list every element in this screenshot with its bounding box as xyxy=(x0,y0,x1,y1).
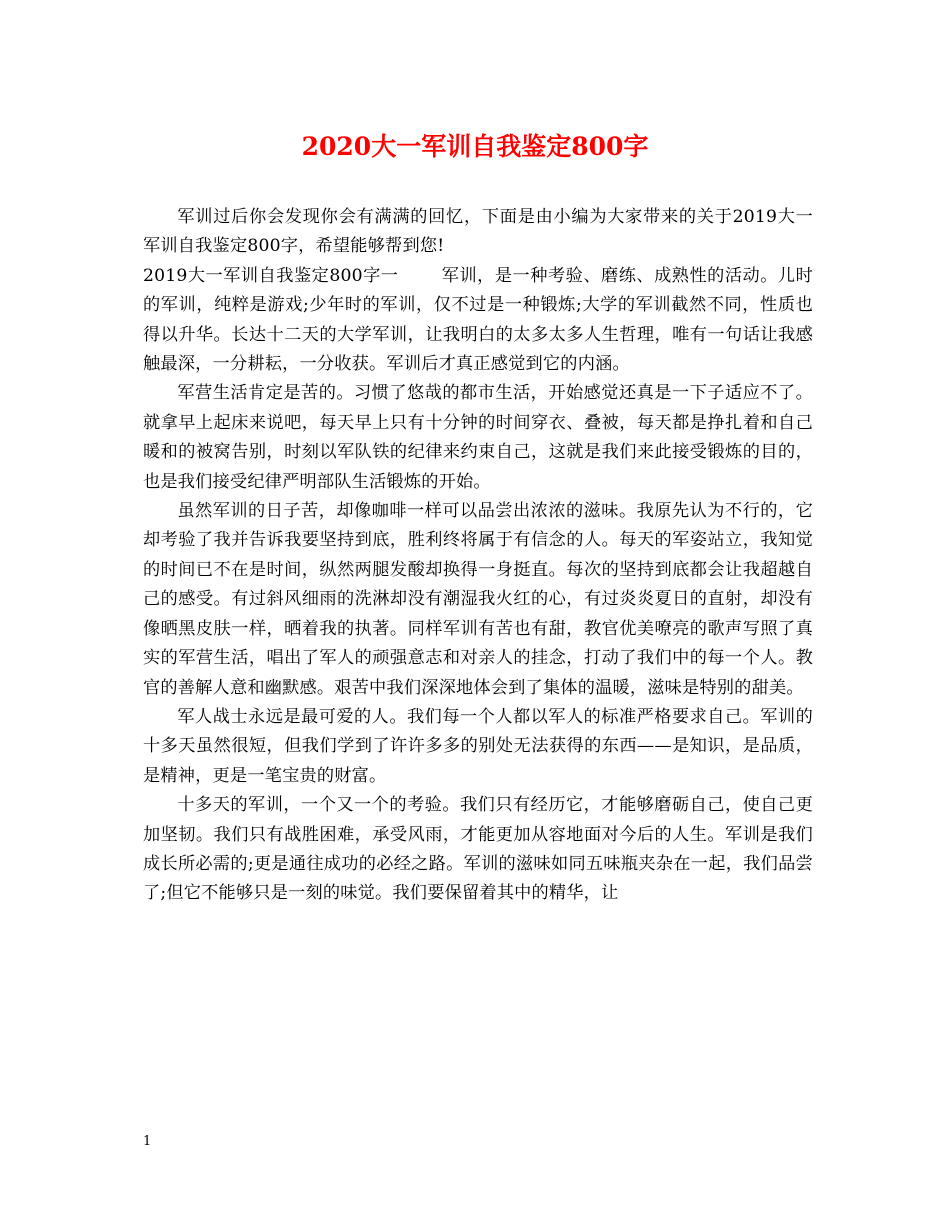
document-body xyxy=(143,203,813,909)
body-paragraph: 十多天的军训，一个又一个的考验。我们只有经历它，才能够磨砺自己，使自己更加坚韧。我们只有战胜困难，承受风雨，才能更加从容地面对今后的人生。军训是我们成长所必需的;更是通往成功的必经之路。军训的滋味如同五味瓶夹杂在一起，我们品尝了;但它不能够只是一刻的味觉。我们要保留着其中的精华，让 xyxy=(143,795,813,904)
section-first-text: 军训，是一种考验、磨练、成熟性的活动。儿时的军训，纯粹是游戏;少年时的军训，仅不过是一种锻炼;大学的军训截然不同，性质也得以升华。长达十二天的大学军训，让我明白的太多太多人生哲理，唯有一句话让我感触最深，一分耕耘，一分收获。军训后才真正感觉到它的内涵。 xyxy=(143,265,814,375)
body-paragraph: 军人战士永远是最可爱的人。我们每一个人都以军人的标准严格要求自己。军训的十多天虽然很短，但我们学到了许许多多的别处无法获得的东西——是知识，是品质，是精神，更是一笔宝贵的财富。 xyxy=(143,706,813,786)
body-paragraph: 虽然军训的日子苦，却像咖啡一样可以品尝出浓浓的滋味。我原先认为不行的，它却考验了我并告诉我要坚持到底，胜利终将属于有信念的人。每天的军姿站立，我知觉的时间已不在是时间，纵然两腿发酸却换得一身挺直。每次的坚持到底都会让我超越自己的感受。有过斜风细雨的洗淋却没有潮湿我火红的心，有过炎炎夏日的直射，却没有像晒黑皮肤一样，晒着我的执著。同样军训有苦也有甜，教官优美嘹亮的歌声写照了真实的军营生活，唱出了军人的顽强意志和对亲人的挂念，打动了我们中的每一个人。教官的善解人意和幽默感。艰苦中我们深深地体会到了集体的温暖，滋味是特别的甜美。 xyxy=(143,501,813,698)
document-title: 2020大一军训自我鉴定800字 xyxy=(301,132,649,161)
section-heading: 2019大一军训自我鉴定800字一 xyxy=(143,265,399,286)
intro-paragraph: 军训过后你会发现你会有满满的回忆，下面是由小编为大家带来的关于2019大一军训自我鉴定800字，希望能够帮到您! xyxy=(143,207,813,257)
page-number: 1 xyxy=(143,1134,152,1149)
body-paragraph: 军营生活肯定是苦的。习惯了悠哉的都市生活，开始感觉还真是一下子适应不了。就拿早上起床来说吧，每天早上只有十分钟的时间穿衣、叠被，每天都是挣扎着和自己暖和的被窝告别，时刻以军队铁的纪律来约束自己，这就是我们来此接受锻炼的目的，也是我们接受纪律严明部队生活锻炼的开始。 xyxy=(143,383,813,492)
section-first-paragraph xyxy=(143,262,813,380)
